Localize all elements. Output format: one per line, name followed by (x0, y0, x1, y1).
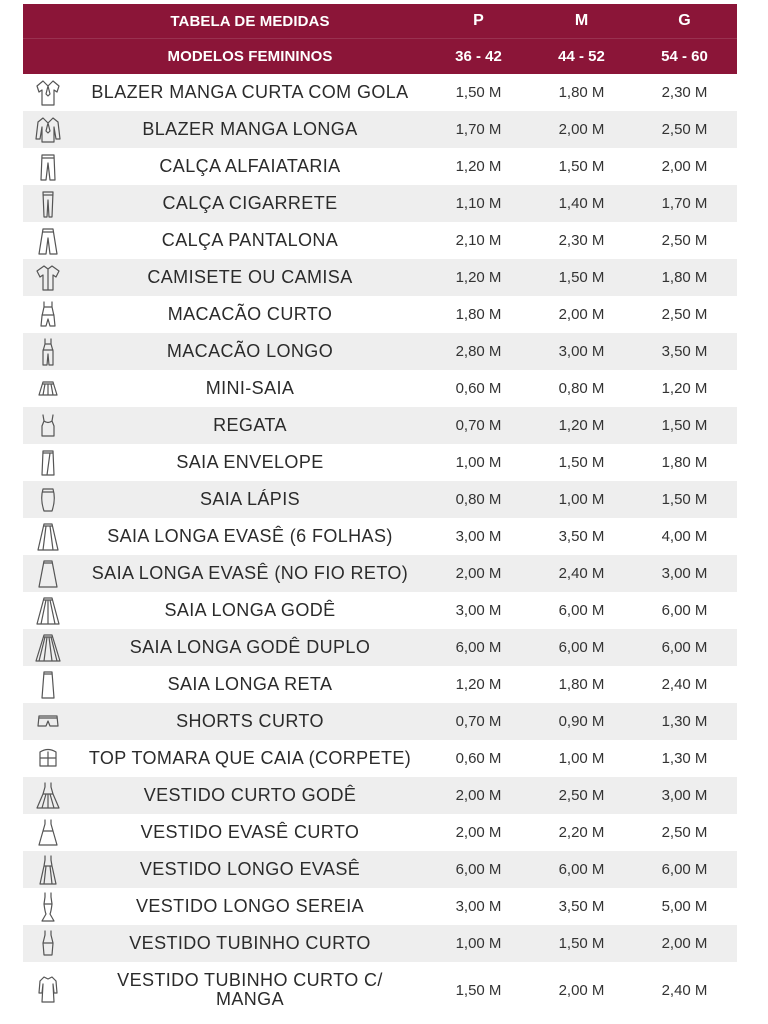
garment-name: CALÇA ALFAIATARIA (159, 156, 341, 176)
table-row (23, 925, 737, 962)
table-body (23, 74, 737, 1018)
size-m-label: M (574, 12, 589, 29)
table-row (23, 481, 737, 518)
size-g-value: 3,00 M (661, 787, 708, 804)
size-p-value: 1,20 M (455, 269, 502, 286)
size-p-value: 1,80 M (455, 306, 502, 323)
size-g-value: 5,00 M (661, 898, 708, 915)
size-p-value: 0,80 M (455, 491, 502, 508)
size-p-value: 0,60 M (455, 750, 502, 767)
garment-name: VESTIDO LONGO SEREIA (135, 896, 365, 916)
size-g-value: 1,20 M (661, 380, 708, 397)
table-row (23, 555, 737, 592)
size-p-value: 3,00 M (455, 602, 502, 619)
double-circle-skirt-icon (23, 629, 73, 666)
size-m-value: 3,50 M (558, 898, 605, 915)
size-p-value: 1,50 M (455, 981, 502, 999)
size-p-value: 1,20 M (455, 676, 502, 693)
size-g-value: 2,00 M (661, 935, 708, 952)
tailored-pants-icon (23, 148, 73, 185)
size-p-value: 2,00 M (455, 787, 502, 804)
size-m-value: 1,00 M (558, 491, 605, 508)
size-p-value: 2,00 M (455, 824, 502, 841)
size-m-value: 1,00 M (558, 750, 605, 767)
size-p-value: 2,00 M (455, 565, 502, 582)
size-p-value: 1,00 M (455, 454, 502, 471)
size-g-value: 1,30 M (661, 713, 708, 730)
size-m-value: 3,00 M (558, 343, 605, 360)
garment-name: SAIA LONGA EVASÊ (NO FIO RETO) (91, 563, 409, 583)
flared-long-skirt-icon (23, 518, 73, 555)
garment-name: SAIA LONGA EVASÊ (6 FOLHAS) (107, 526, 393, 546)
size-m-value: 1,50 M (558, 158, 605, 175)
size-m-value: 6,00 M (558, 602, 605, 619)
palazzo-pants-icon (23, 222, 73, 259)
sheath-dress-sleeve-icon (23, 962, 73, 1018)
garment-name: BLAZER MANGA CURTA COM GOLA (91, 82, 409, 102)
table-row (23, 592, 737, 629)
sheath-dress-icon (23, 925, 73, 962)
table-row (23, 629, 737, 666)
size-p-value: 0,70 M (455, 417, 502, 434)
size-m-value: 2,00 M (558, 121, 605, 138)
size-m-value: 1,40 M (558, 195, 605, 212)
shirt-icon (23, 259, 73, 296)
table-row (23, 851, 737, 888)
table-row (23, 407, 737, 444)
garment-name: SAIA LONGA GODÊ DUPLO (129, 637, 371, 657)
size-m-value: 1,80 M (558, 84, 605, 101)
corset-top-icon (23, 740, 73, 777)
garment-name: MACACÃO CURTO (167, 304, 333, 324)
header-title-row (23, 4, 737, 38)
garment-name: VESTIDO CURTO GODÊ (143, 785, 357, 805)
garment-name: CALÇA PANTALONA (161, 230, 339, 250)
size-g-value: 1,80 M (661, 269, 708, 286)
size-m-value: 1,50 M (558, 269, 605, 286)
table-row (23, 814, 737, 851)
table-row (23, 777, 737, 814)
header-subtitle-row (23, 38, 737, 74)
straight-long-skirt-icon (23, 666, 73, 703)
long-flared-dress-icon (23, 851, 73, 888)
size-g-value: 1,50 M (661, 417, 708, 434)
size-g-value: 6,00 M (661, 639, 708, 656)
garment-name: VESTIDO TUBINHO CURTO C/ MANGA (117, 970, 383, 1009)
table-row (23, 111, 737, 148)
size-p-label: P (473, 12, 484, 29)
garment-name: SAIA LONGA GODÊ (164, 600, 336, 620)
garment-name: SAIA LÁPIS (199, 489, 301, 509)
garment-name: SHORTS CURTO (176, 711, 324, 731)
size-p-value: 0,70 M (455, 713, 502, 730)
garment-name: VESTIDO LONGO EVASÊ (139, 859, 361, 879)
garment-name: BLAZER MANGA LONGA (142, 119, 358, 139)
size-m-value: 2,50 M (558, 787, 605, 804)
size-m-value: 2,30 M (558, 232, 605, 249)
table-row (23, 888, 737, 925)
size-g-value: 3,00 M (661, 565, 708, 582)
table-row (23, 740, 737, 777)
wrap-skirt-icon (23, 444, 73, 481)
table-row (23, 74, 737, 111)
garment-name: CALÇA CIGARRETE (162, 193, 338, 213)
table-header (23, 4, 737, 74)
size-g-value: 6,00 M (661, 861, 708, 878)
garment-name: SAIA LONGA RETA (167, 674, 333, 694)
table-row (23, 148, 737, 185)
size-p-value: 3,00 M (455, 528, 502, 545)
size-p-value: 0,60 M (455, 380, 502, 397)
size-p-value: 1,00 M (455, 935, 502, 952)
short-shorts-icon (23, 703, 73, 740)
pencil-skirt-icon (23, 481, 73, 518)
size-g-value: 2,40 M (661, 676, 708, 693)
size-g-value: 4,00 M (661, 528, 708, 545)
garment-name: MINI-SAIA (205, 378, 295, 398)
size-m-value: 1,50 M (558, 454, 605, 471)
size-m-value: 2,00 M (558, 306, 605, 323)
table-row (23, 962, 737, 1018)
garment-name: REGATA (213, 415, 287, 435)
size-p-value: 1,50 M (455, 84, 502, 101)
size-m-value: 2,40 M (558, 565, 605, 582)
size-m-value: 2,00 M (558, 981, 605, 999)
size-m-value: 6,00 M (558, 861, 605, 878)
tank-top-icon (23, 407, 73, 444)
garment-name: VESTIDO TUBINHO CURTO (129, 933, 371, 953)
short-circle-dress-icon (23, 777, 73, 814)
table-row (23, 518, 737, 555)
size-p-range: 36 - 42 (455, 48, 502, 65)
size-g-value: 2,50 M (661, 121, 708, 138)
size-m-value: 1,20 M (558, 417, 605, 434)
size-g-value: 6,00 M (661, 602, 708, 619)
size-g-label: G (678, 12, 691, 29)
size-p-value: 2,80 M (455, 343, 502, 360)
size-g-value: 1,80 M (661, 454, 708, 471)
garment-name: MACACÃO LONGO (166, 341, 334, 361)
table-row (23, 259, 737, 296)
table-row (23, 370, 737, 407)
size-g-value: 1,70 M (661, 195, 708, 212)
flared-long-skirt-straight-icon (23, 555, 73, 592)
garment-name: SAIA ENVELOPE (176, 452, 324, 472)
size-g-value: 2,50 M (661, 232, 708, 249)
table-title: TABELA DE MEDIDAS (170, 12, 330, 30)
size-g-value: 2,00 M (661, 158, 708, 175)
size-p-value: 6,00 M (455, 639, 502, 656)
size-g-value: 1,50 M (661, 491, 708, 508)
cigarette-pants-icon (23, 185, 73, 222)
table-row (23, 444, 737, 481)
mini-skirt-icon (23, 370, 73, 407)
measurements-table (23, 4, 737, 1018)
size-m-value: 3,50 M (558, 528, 605, 545)
size-p-value: 2,10 M (455, 232, 502, 249)
blazer-short-sleeve-icon (23, 74, 73, 111)
size-g-value: 1,30 M (661, 750, 708, 767)
size-m-value: 0,90 M (558, 713, 605, 730)
blazer-long-sleeve-icon (23, 111, 73, 148)
garment-name: TOP TOMARA QUE CAIA (CORPETE) (88, 748, 412, 768)
size-g-value: 2,50 M (661, 824, 708, 841)
table-row (23, 185, 737, 222)
size-p-value: 3,00 M (455, 898, 502, 915)
size-g-value: 2,40 M (661, 981, 708, 999)
garment-name: VESTIDO EVASÊ CURTO (140, 822, 360, 842)
long-jumpsuit-icon (23, 333, 73, 370)
size-p-value: 1,20 M (455, 158, 502, 175)
size-m-range: 44 - 52 (558, 48, 605, 65)
size-m-value: 2,20 M (558, 824, 605, 841)
circle-long-skirt-icon (23, 592, 73, 629)
table-row (23, 296, 737, 333)
size-m-value: 1,80 M (558, 676, 605, 693)
size-g-value: 2,50 M (661, 306, 708, 323)
size-m-value: 1,50 M (558, 935, 605, 952)
table-row (23, 703, 737, 740)
size-g-value: 3,50 M (661, 343, 708, 360)
table-row (23, 222, 737, 259)
short-flared-dress-icon (23, 814, 73, 851)
table-subtitle: MODELOS FEMININOS (167, 48, 333, 65)
size-g-range: 54 - 60 (661, 48, 708, 65)
size-g-value: 2,30 M (661, 84, 708, 101)
garment-name: CAMISETE OU CAMISA (147, 267, 353, 287)
mermaid-dress-icon (23, 888, 73, 925)
table-row (23, 333, 737, 370)
size-p-value: 6,00 M (455, 861, 502, 878)
size-p-value: 1,70 M (455, 121, 502, 138)
table-row (23, 666, 737, 703)
short-jumpsuit-icon (23, 296, 73, 333)
size-m-value: 0,80 M (558, 380, 605, 397)
size-m-value: 6,00 M (558, 639, 605, 656)
size-p-value: 1,10 M (455, 195, 502, 212)
